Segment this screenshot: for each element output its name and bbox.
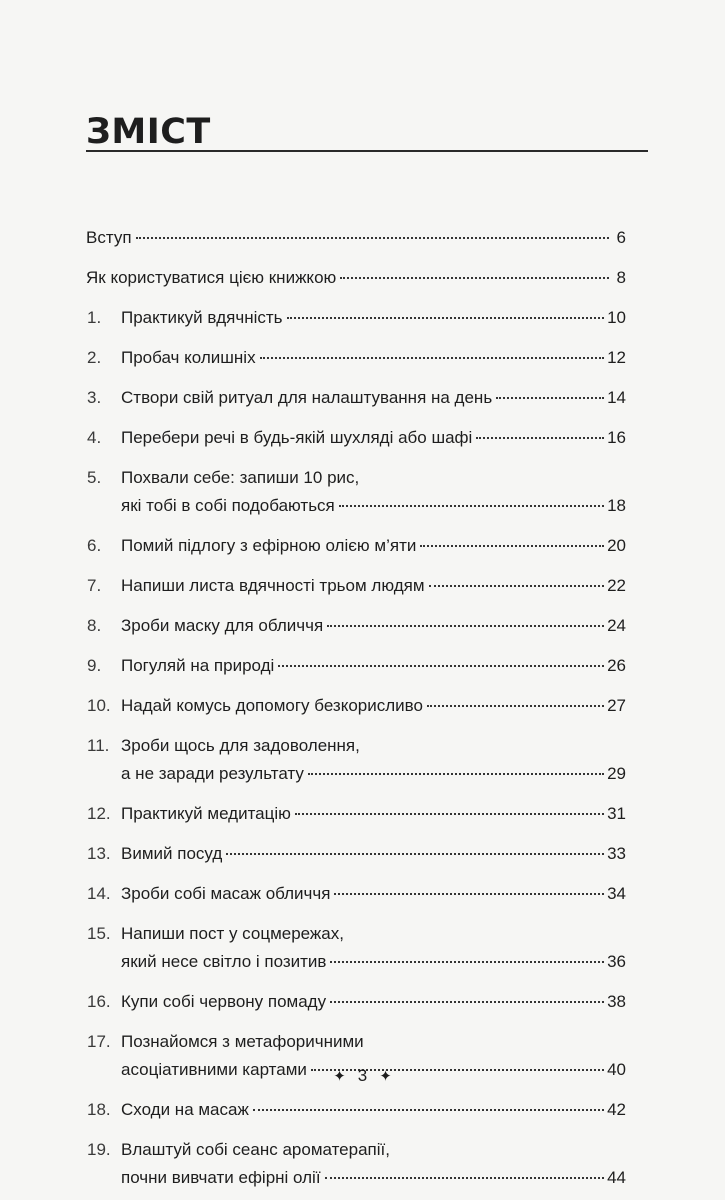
toc-entry-number: 11. — [87, 736, 110, 755]
toc-entry-title: Вступ — [86, 228, 132, 247]
toc-entry-title: почни вивчати ефірні олії — [121, 1168, 321, 1187]
toc-entry-title: Як користуватися цією книжкою — [86, 268, 337, 287]
toc-entry-number: 4. — [87, 428, 102, 447]
toc-entry-number: 3. — [87, 388, 102, 407]
toc-entry-number: 1. — [87, 308, 102, 327]
toc-entry-number: 10. — [87, 696, 111, 715]
toc-entry — [86, 346, 626, 369]
toc-entry-number: 2. — [87, 348, 102, 367]
dot-leader — [476, 436, 604, 439]
toc-entry-title: Зроби собі масаж обличчя — [121, 884, 331, 903]
toc-entry-title: Практикуй вдячність — [121, 308, 283, 327]
toc-entry — [86, 922, 626, 973]
toc-entry-page: 44 — [607, 1168, 626, 1187]
toc-entry-page: 22 — [607, 576, 626, 595]
toc-entry-title: Надай комусь допомогу безкорисливо — [121, 696, 423, 715]
toc-entry-title: Похвали себе: запиши 10 рис, — [121, 468, 360, 487]
toc-entry-number: 6. — [87, 536, 102, 555]
toc-entry-title: Купи собі червону помаду — [121, 992, 327, 1011]
ornament-right-icon: ✦ — [379, 1068, 392, 1085]
dot-leader — [339, 504, 604, 507]
toc-entry — [86, 1098, 626, 1121]
toc-entry — [86, 654, 626, 677]
ornament-left-icon: ✦ — [333, 1068, 346, 1085]
toc-entry — [86, 574, 626, 597]
toc-entry-title: а не заради результату — [121, 764, 304, 783]
toc-entry-number: 7. — [87, 576, 102, 595]
toc-entry — [86, 466, 626, 517]
toc-entry-page: 29 — [607, 764, 626, 783]
toc-entry-title: Практикуй медитацію — [121, 804, 291, 823]
toc-entry-number: 13. — [87, 844, 111, 863]
toc-entry-page: 31 — [607, 804, 626, 823]
toc-entry — [86, 426, 626, 449]
dot-leader — [340, 276, 609, 279]
toc-entry — [86, 1138, 626, 1189]
toc-entry-title: Вимий посуд — [121, 844, 223, 863]
dot-leader — [287, 316, 605, 319]
dot-leader — [334, 892, 604, 895]
toc-entry-page: 18 — [607, 496, 626, 515]
toc-entry-page: 38 — [607, 992, 626, 1011]
toc-entry — [86, 534, 626, 557]
toc-entry-number: 18. — [87, 1100, 111, 1119]
dot-leader — [325, 1176, 605, 1179]
dot-leader — [295, 812, 604, 815]
dot-leader — [308, 772, 604, 775]
title-rule — [86, 150, 648, 152]
toc-entry-page: 42 — [607, 1100, 626, 1119]
toc-entry-title: Помий підлогу з ефірною олією м’яти — [121, 536, 417, 555]
toc-entry — [86, 882, 626, 905]
toc-entry — [86, 226, 626, 249]
toc-entry-page: 16 — [607, 428, 626, 447]
toc-entry-title: які тобі в собі подобаються — [121, 496, 335, 515]
toc-entry-page: 8 — [616, 268, 626, 287]
toc-entry-title: Познайомся з метафоричними — [121, 1032, 364, 1051]
dot-leader — [226, 852, 604, 855]
dot-leader — [253, 1108, 604, 1111]
dot-leader — [330, 1000, 604, 1003]
toc-entry-page: 10 — [607, 308, 626, 327]
toc-entry — [86, 614, 626, 637]
toc-entry-title: який несе світло і позитив — [121, 952, 327, 971]
toc-entry-page: 36 — [607, 952, 626, 971]
toc-entry-title: Напиши пост у соцмережах, — [121, 924, 344, 943]
toc-entry-title: Погуляй на природі — [121, 656, 275, 675]
toc-entry — [86, 266, 626, 289]
toc-entry-number: 17. — [87, 1032, 111, 1051]
dot-leader — [278, 664, 604, 667]
dot-leader — [427, 704, 604, 707]
toc-entry-number: 15. — [87, 924, 111, 943]
dot-leader — [260, 356, 605, 359]
toc-entry-title: Зроби щось для задоволення, — [121, 736, 360, 755]
toc-entry-page: 40 — [607, 1060, 626, 1079]
page-title: ЗМІСТ — [86, 112, 211, 152]
toc-entry-number: 14. — [87, 884, 111, 903]
toc-entry — [86, 734, 626, 785]
toc-entry-title: Влаштуй собі сеанс ароматерапії, — [121, 1140, 390, 1159]
toc-entry-page: 34 — [607, 884, 626, 903]
toc-entry — [86, 694, 626, 717]
toc-entry-title: Перебери речі в будь-якій шухляді або шафі — [121, 428, 473, 447]
toc-entry — [86, 386, 626, 409]
toc-entry-title: асоціативними картами — [121, 1060, 307, 1079]
toc-entry-page: 24 — [607, 616, 626, 635]
toc-entry-page: 26 — [607, 656, 626, 675]
toc-entry-number: 19. — [87, 1140, 111, 1159]
toc-entry — [86, 802, 626, 825]
toc-entry-title: Створи свій ритуал для налаштування на день — [121, 388, 493, 407]
toc-entry — [86, 842, 626, 865]
dot-leader — [429, 584, 605, 587]
toc-entry-title: Пробач колишніх — [121, 348, 256, 367]
toc-entry — [86, 306, 626, 329]
toc-entry-number: 12. — [87, 804, 111, 823]
toc-entry-title: Сходи на масаж — [121, 1100, 249, 1119]
dot-leader — [330, 960, 604, 963]
dot-leader — [327, 624, 604, 627]
toc-entry-number: 8. — [87, 616, 102, 635]
toc-entry-number: 16. — [87, 992, 111, 1011]
toc-entry-page: 14 — [607, 388, 626, 407]
toc-entry — [86, 990, 626, 1013]
dot-leader — [496, 396, 604, 399]
toc-entry-page: 6 — [616, 228, 626, 247]
dot-leader — [136, 236, 609, 239]
toc-entry-number: 9. — [87, 656, 102, 675]
dot-leader — [420, 544, 604, 547]
toc-entry-page: 27 — [607, 696, 626, 715]
toc-entry-title: Зроби маску для обличчя — [121, 616, 324, 635]
toc-entry-page: 12 — [607, 348, 626, 367]
page-number: 3 — [357, 1066, 368, 1085]
toc-entry-page: 33 — [607, 844, 626, 863]
toc-entry-number: 5. — [87, 468, 102, 487]
toc-entry-title: Напиши листа вдячності трьом людям — [121, 576, 425, 595]
page-footer — [0, 1066, 725, 1087]
toc-entry-page: 20 — [607, 536, 626, 555]
